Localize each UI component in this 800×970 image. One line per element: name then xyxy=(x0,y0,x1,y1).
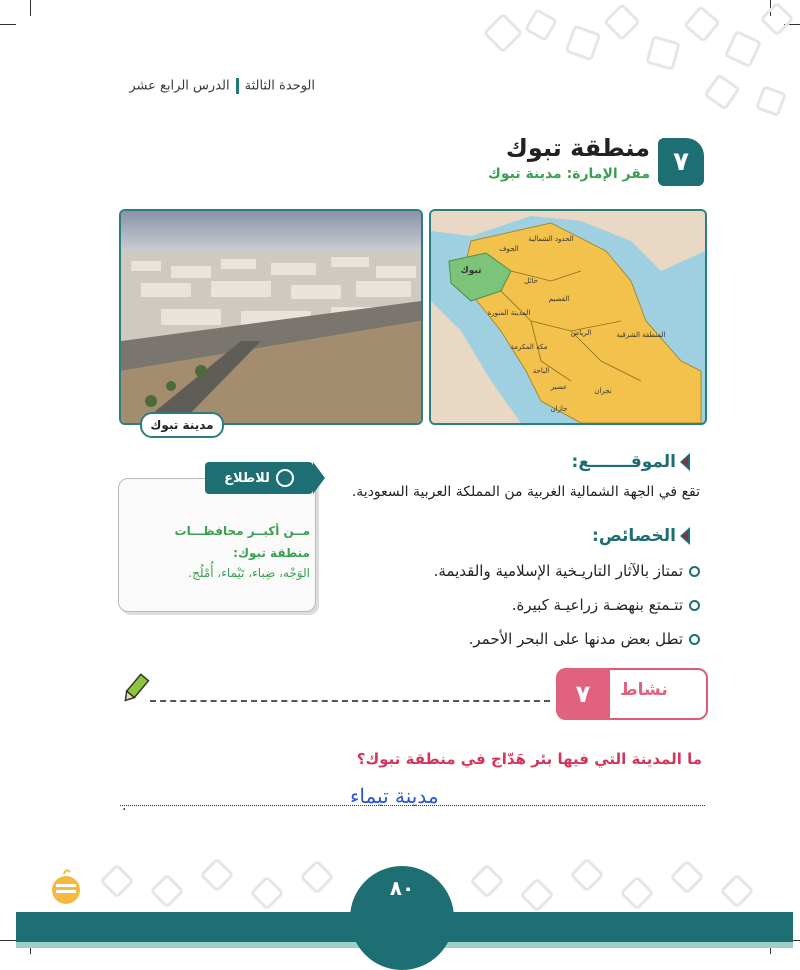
chevron-icon xyxy=(680,527,690,545)
map-label-riyadh: الرياض xyxy=(570,329,592,337)
unit-label: الوحدة الثالثة xyxy=(244,78,315,94)
map-label-makkah: مكة المكرمة xyxy=(510,343,548,351)
map-label-eastern: المنطقة الشرقية xyxy=(616,331,666,339)
region-seat: مقر الإمارة: مدينة تبوك xyxy=(488,166,650,182)
lightbulb-icon xyxy=(276,469,294,487)
header-separator xyxy=(236,78,239,94)
pencil-icon xyxy=(120,672,150,706)
tabuk-city-photo xyxy=(119,209,423,425)
map-label-qassim: القصيم xyxy=(548,295,570,303)
map-label-tabuk: تبوك xyxy=(460,266,482,276)
info-box-tab: للاطلاع xyxy=(205,462,313,494)
map-label-hail: حائل xyxy=(524,277,538,285)
features-heading xyxy=(592,526,690,546)
feature-item: تمتاز بالآثار التاريـخية الإسلامية والقديمة. xyxy=(434,562,700,580)
handwritten-answer[interactable]: مدينة تيماء xyxy=(350,784,439,808)
map-label-northern: الحدود الشمالية xyxy=(528,235,574,243)
info-box-body: الوَجْه، ضِباء، تَيْماء، أُمْلُج. xyxy=(188,566,310,580)
map-label-madinah: المدينة المنورة xyxy=(487,309,531,317)
feature-item: تتـمتع بنهضـة زراعيـة كبيرة. xyxy=(512,596,700,614)
activity-label: نشاط xyxy=(620,680,668,700)
features-heading-text: الخصائص: xyxy=(592,526,676,546)
activity-number: ٧ xyxy=(556,668,610,720)
bullet-icon xyxy=(689,566,700,577)
bullet-icon xyxy=(689,634,700,645)
map-label-najran: نجران xyxy=(594,387,612,395)
map-label-asir: عسير xyxy=(550,383,568,391)
answer-end-mark: . xyxy=(122,798,127,814)
location-heading xyxy=(572,452,690,472)
activity-question: ما المدينة التي فيها بئر هَدّاج في منطقة تبوك؟ xyxy=(356,750,702,768)
lesson-label: الدرس الرابع عشر xyxy=(129,78,230,94)
chevron-icon xyxy=(680,453,690,471)
city-photo-illustration xyxy=(121,211,421,423)
map-label-jouf: الجوف xyxy=(499,245,519,253)
page-header xyxy=(129,78,315,94)
bullet-icon xyxy=(689,600,700,611)
city-photo-caption: مدينة تبوك xyxy=(140,412,224,438)
saudi-map-image xyxy=(429,209,707,425)
location-text: تقع في الجهة الشمالية الغربية من المملكة العربية السعودية. xyxy=(351,484,700,500)
region-title: منطقة تبوك xyxy=(505,134,650,162)
page-number: ٨٠ xyxy=(389,876,415,900)
map-illustration xyxy=(431,211,705,423)
feature-item: تطل بعض مدنها على البحر الأحمر. xyxy=(469,630,700,648)
map-label-jazan: جازان xyxy=(550,405,568,413)
region-number-badge: ٧ xyxy=(658,138,704,186)
background-pattern-top xyxy=(470,0,800,140)
info-box-title: مــن أكبــر محافظـــات منطقة تبوك: xyxy=(174,524,310,560)
publisher-logo-icon xyxy=(48,866,84,906)
map-label-baha: الباحة xyxy=(532,367,550,375)
location-heading-text: الموقـــــــع: xyxy=(571,452,676,472)
activity-divider xyxy=(150,700,550,702)
